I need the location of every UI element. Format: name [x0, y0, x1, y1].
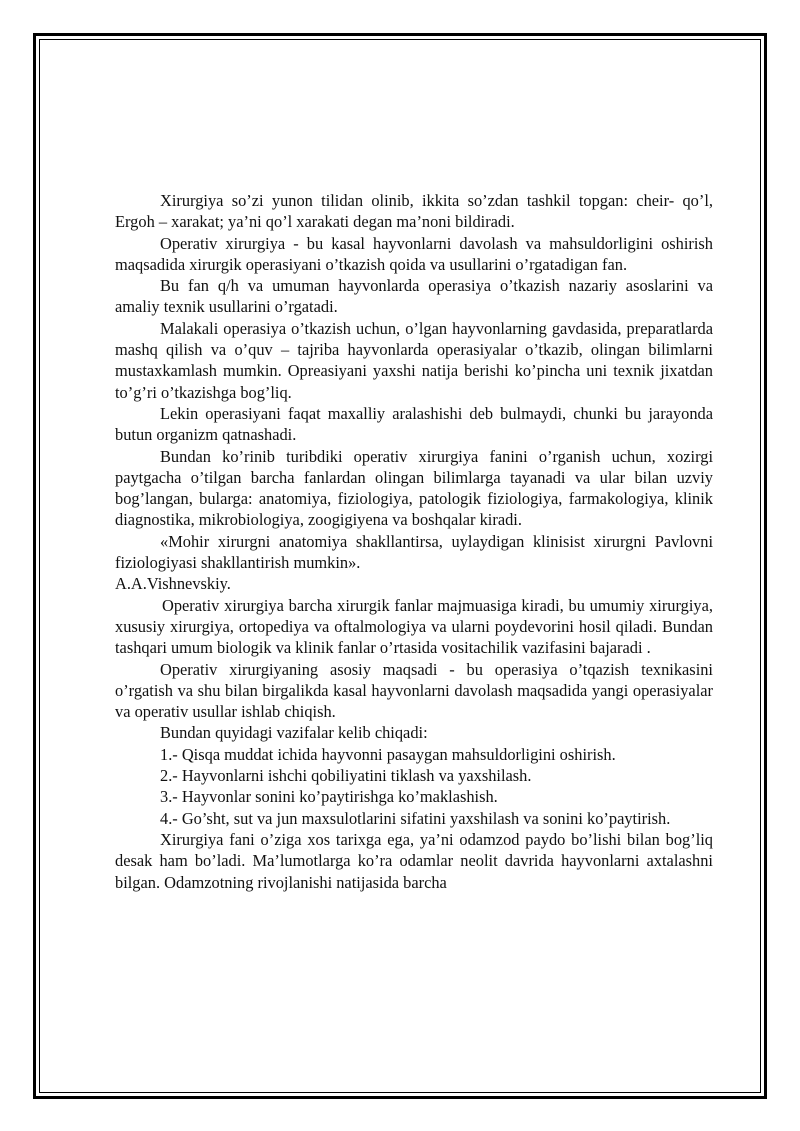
quote-paragraph: «Mohir xirurgni anatomiya shakllantirsa, uylaydigan klinisist xirurgni Pavlovni fiziologiyasi shakllantirish mumkin».: [115, 531, 713, 573]
list-item: 3.- Hayvonlar sonini ko’paytirishga ko’maklashish.: [160, 787, 498, 807]
document-body: [115, 190, 713, 893]
list-item: 4.- Go’sht, sut va jun maxsulotlarini sifatini yaxshilash va sonini ko’paytirish.: [160, 808, 671, 828]
paragraph: Xirurgiya so’zi yunon tilidan olinib, ikkita so’zdan tashkil topgan: cheir- qo’l, Ergoh – xarakat; ya’ni qo’l xarakati degan ma’noni bildiradi.: [115, 191, 713, 232]
paragraph: Lekin operasiyani faqat maxalliy aralashishi deb bulmaydi, chunki bu jarayonda butun organizm qatnashadi.: [115, 403, 713, 445]
paragraph: Malakali operasiya o’tkazish uchun, o’lgan hayvonlarning gavdasida, preparatlarda mashq qilish va o’quv – tajriba hayvonlarda operasiyalar o’tkazib, olingan bilimlarni mustaxkamlash mumkin. Opreasiyani yaxshi natija berishi ko’pincha uni texnik jixatdan to’g’ri o’tkazishga bog’liq.: [115, 318, 713, 402]
list-item: 1.- Qisqa muddat ichida hayvonni pasaygan mahsuldorligini oshirish.: [160, 744, 616, 764]
paragraph: Bundan quyidagi vazifalar kelib chiqadi:: [160, 723, 428, 743]
paragraph: Bundan ko’rinib turibdiki operativ xirurgiya fanini o’rganish uchun, xozirgi paytgacha o’tilgan barcha fanlardan olingan bilimlarga tayanadi va ular bilan uzviy bog’langan, bularga: anatomiya, fiziologiya, patologik fiziologiya, farmakologiya, klinik diagnostika, mikrobiologiya, zoogigiyena va boshqalar kiradi.: [115, 446, 713, 530]
paragraph: Operativ xirurgiya barcha xirurgik fanlar majmuasiga kiradi, bu umumiy xirurgiya, xususiy xirurgiya, ortopediya va oftalmologiya va ularni poydevorini hosil qiladi. Bundan tashqari umum biologik va klinik fanlar o’rtasida vositachilik vazifasini bajaradi .: [115, 595, 713, 658]
quote-author: A.A.Vishnevskiy.: [115, 574, 231, 594]
paragraph: Xirurgiya fani o’ziga xos tarixga ega, ya’ni odamzod paydo bo’lishi bilan bog’liq desak ham bo’ladi. Ma’lumotlarga ko’ra odamlar neolit davrida hayvonlarni axtalashni bilgan. Odamzotning rivojlanishi natijasida barcha: [115, 829, 713, 892]
paragraph: Bu fan q/h va umuman hayvonlarda operasiya o’tkazish nazariy asoslarini va amaliy texnik usullarini o’rgatadi.: [115, 276, 713, 317]
paragraph: Operativ xirurgiyaning asosiy maqsadi - bu operasiya o’tqazish texnikasini o’rgatish va shu bilan birgalikda kasal hayvonlarni davolash maqsadida yangi operasiyalar va operativ usullar ishlab chiqish.: [115, 659, 713, 722]
paragraph: Operativ xirurgiya - bu kasal hayvonlarni davolash va mahsuldorligini oshirish maqsadida xirurgik operasiyani o’tkazish qoida va usullarini o’rgatadigan fan.: [115, 233, 713, 274]
list-item: 2.- Hayvonlarni ishchi qobiliyatini tiklash va yaxshilash.: [160, 766, 532, 786]
